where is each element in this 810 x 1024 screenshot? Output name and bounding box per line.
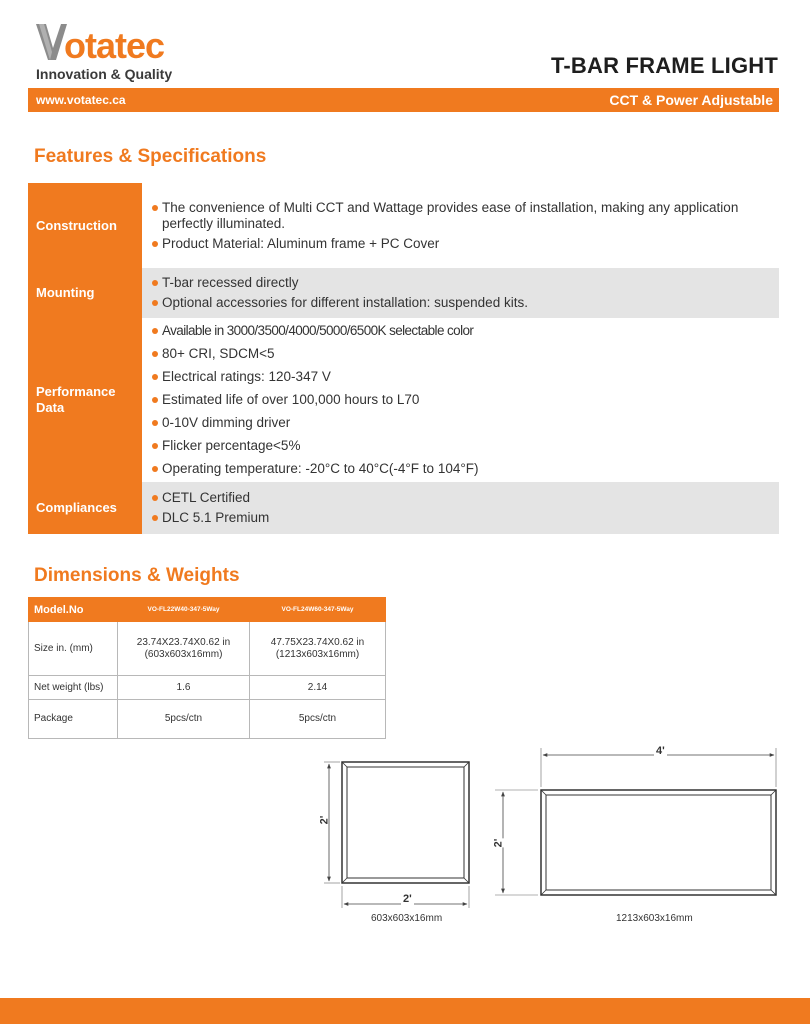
spec-item: T-bar recessed directly [152, 275, 759, 291]
row-label: Size in. (mm) [29, 622, 118, 676]
footer-bar [0, 998, 810, 1024]
rect-width-label: 4' [656, 745, 665, 757]
spec-item: Available in 3000/3500/4000/5000/6500K selectable color [152, 323, 759, 339]
cell-line: 23.74X23.74X0.62 in [136, 636, 231, 648]
square-width-label: 2' [403, 893, 412, 905]
table-cell: 1.6 [118, 676, 250, 700]
spec-item: Product Material: Aluminum frame + PC Cover [152, 236, 759, 252]
rect-panel-drawing [495, 748, 776, 895]
spec-item: Optional accessories for different installation: suspended kits. [152, 295, 759, 311]
spec-label: Construction [28, 183, 142, 268]
spec-label: Mounting [28, 268, 142, 318]
spec-item: The convenience of Multi CCT and Wattage provides ease of installation, making any application perfectly illuminated. [152, 200, 759, 232]
cell-line: 47.75X23.74X0.62 in [270, 636, 365, 648]
column-header: VO-FL22W40-347-5Way [118, 598, 250, 622]
svg-text:otatec: otatec [64, 25, 165, 64]
row-label: Package [29, 700, 118, 739]
spec-label: Performance Data [28, 318, 142, 482]
spec-item: DLC 5.1 Premium [152, 510, 759, 526]
subtitle: CCT & Power Adjustable [609, 92, 773, 108]
dimensions-heading: Dimensions & Weights [34, 565, 240, 586]
square-panel-drawing [324, 762, 469, 908]
square-caption: 603x603x16mm [371, 913, 443, 924]
spec-item: Electrical ratings: 120-347 V [152, 369, 759, 385]
table-cell: 5pcs/ctn [118, 700, 250, 739]
rect-caption: 1213x603x16mm [616, 913, 693, 924]
page-title: T-BAR FRAME LIGHT [550, 53, 778, 78]
spec-item: Flicker percentage<5% [152, 438, 759, 454]
spec-item: CETL Certified [152, 490, 759, 506]
spec-item: 80+ CRI, SDCM<5 [152, 346, 759, 362]
spec-item: 0-10V dimming driver [152, 415, 759, 431]
website-link[interactable]: www.votatec.ca [36, 93, 126, 107]
table-cell: 2.14 [250, 676, 386, 700]
spec-item: Estimated life of over 100,000 hours to L70 [152, 392, 759, 408]
cell-line: (603x603x16mm) [144, 648, 223, 660]
table-cell: 5pcs/ctn [250, 700, 386, 739]
rect-height-label: 2' [492, 838, 505, 848]
row-label: Net weight (lbs) [29, 676, 118, 700]
features-heading: Features & Specifications [34, 146, 267, 167]
column-header: Model.No [29, 598, 118, 622]
cell-line: (1213x603x16mm) [275, 648, 360, 660]
spec-item: Operating temperature: -20°C to 40°C(-4°F to 104°F) [152, 461, 759, 477]
spec-label: Compliances [28, 482, 142, 534]
column-header: VO-FL24W60-347-5Way [250, 598, 386, 622]
square-height-label: 2' [318, 815, 331, 825]
tagline: Innovation & Quality [36, 66, 173, 82]
